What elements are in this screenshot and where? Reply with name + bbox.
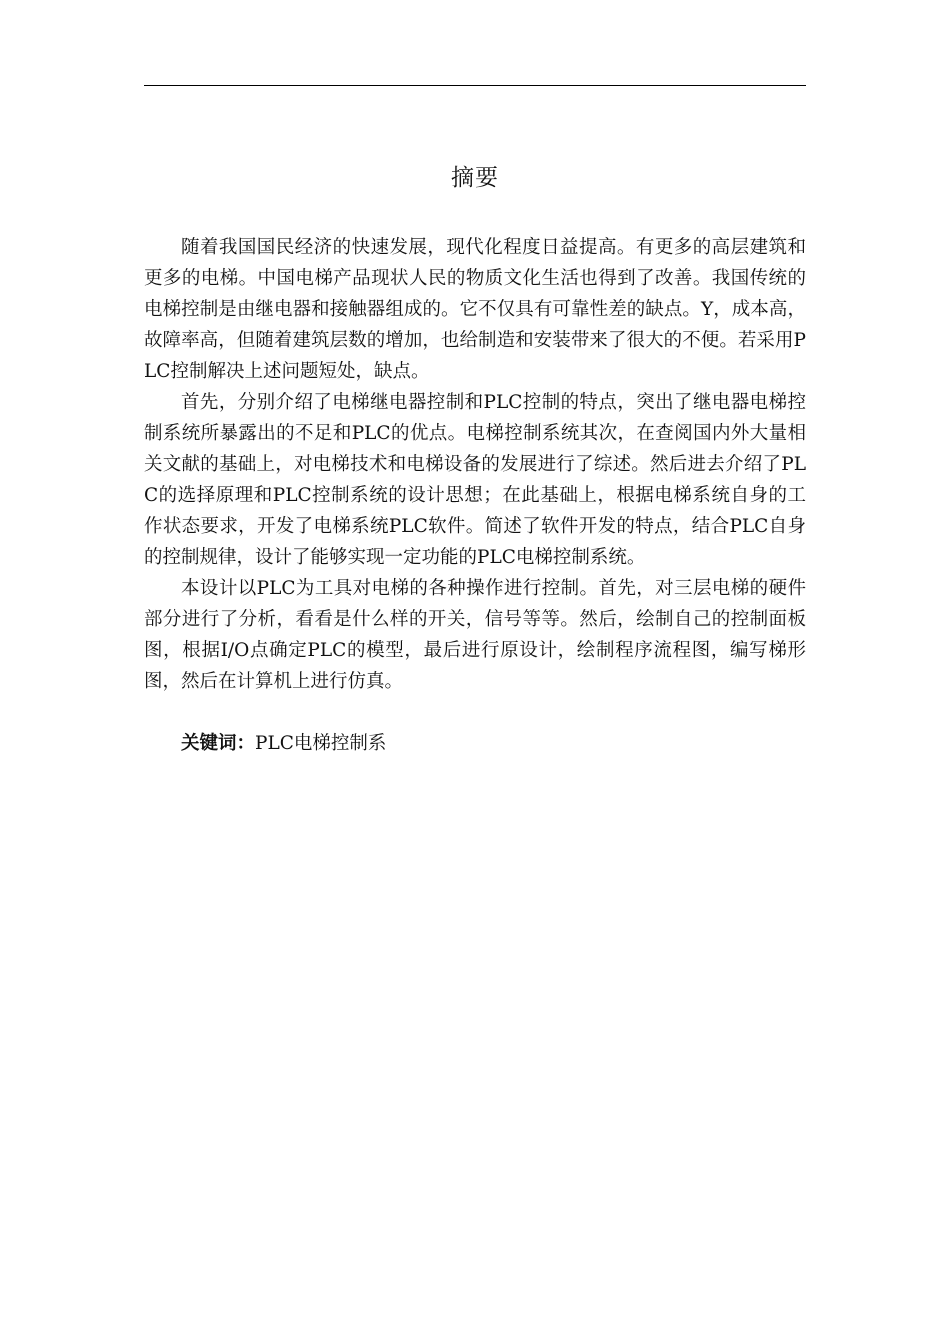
abstract-body [144, 232, 806, 697]
keywords-label: 关键词： [181, 733, 256, 754]
page-title: 摘要 [451, 165, 499, 191]
abstract-paragraph-3: 本设计以PLC为工具对电梯的各种操作进行控制。首先，对三层电梯的硬件部分进行了分析，看看是什么样的开关，信号等等。然后，绘制自己的控制面板图，根据I/O点确定PLC的模型，最后进行原设计，绘制程序流程图，编写梯形图，然后在计算机上进行仿真。 [144, 578, 806, 692]
header-rule [144, 85, 806, 86]
abstract-paragraph-2: 首先，分别介绍了电梯继电器控制和PLC控制的特点，突出了继电器电梯控制系统所暴露出的不足和PLC的优点。电梯控制系统其次，在查阅国内外大量相关文献的基础上，对电梯技术和电梯设备的发展进行了综述。然后进去介绍了PLC的选择原理和PLC控制系统的设计思想；在此基础上，根据电梯系统自身的工作状态要求，开发了电梯系统PLC软件。简述了软件开发的特点，结合PLC自身的控制规律，设计了能够实现一定功能的PLC电梯控制系统。 [144, 392, 806, 568]
keywords-value: PLC电梯控制系 [255, 733, 387, 754]
abstract-paragraph-1: 随着我国国民经济的快速发展，现代化程度日益提高。有更多的高层建筑和更多的电梯。中国电梯产品现状人民的物质文化生活也得到了改善。我国传统的电梯控制是由继电器和接触器组成的。它不仅具有可靠性差的缺点。Y，成本高，故障率高，但随着建筑层数的增加，也给制造和安装带来了很大的不便。若采用PLC控制解决上述问题短处，缺点。 [144, 237, 806, 382]
keywords-line [144, 728, 806, 759]
